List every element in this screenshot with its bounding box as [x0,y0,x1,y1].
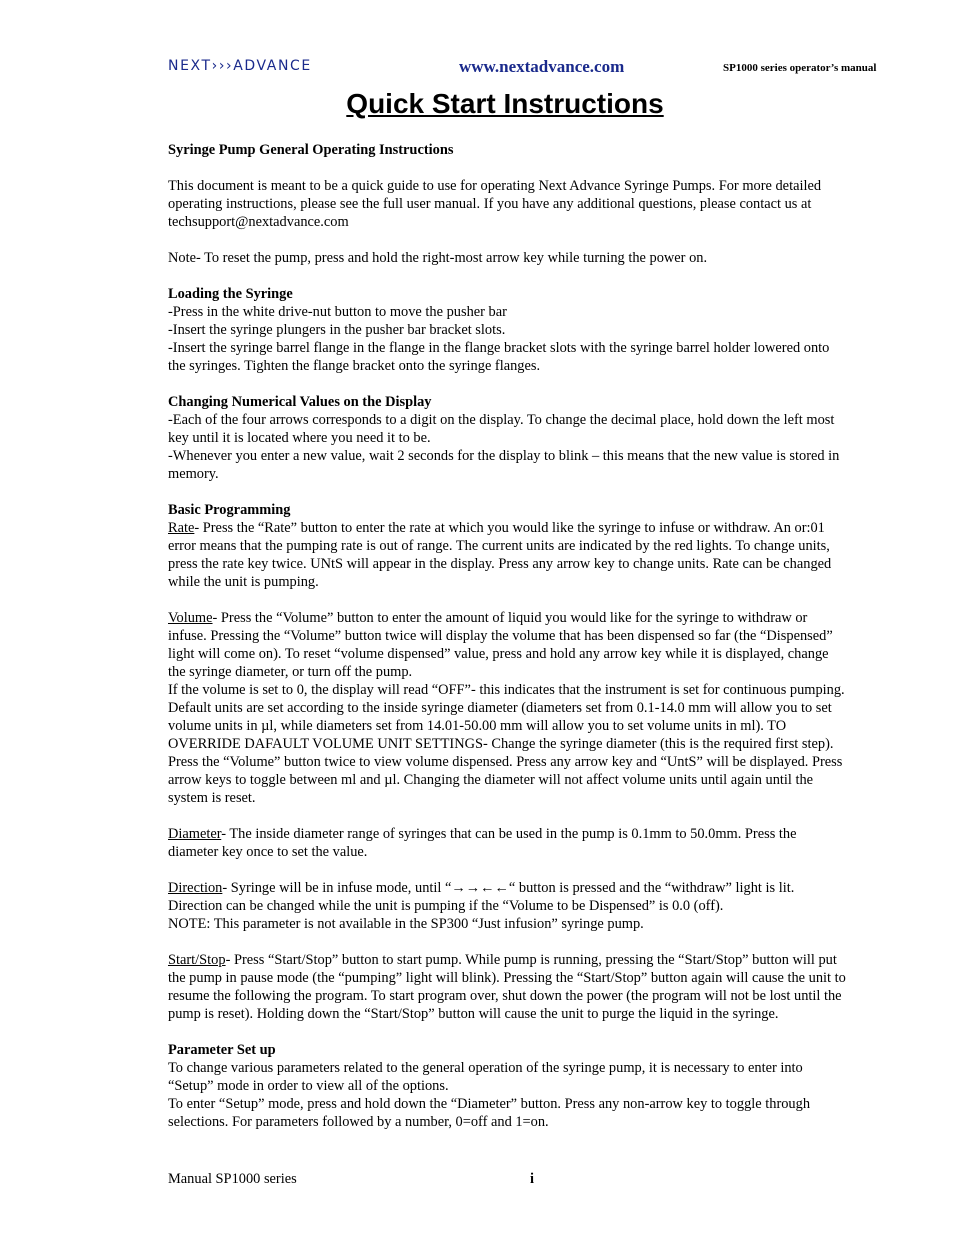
website-url[interactable]: www.nextadvance.com [459,57,625,76]
paragraph: Default units are set according to the inside syringe diameter (diameters set from 0.1-14.0 mm will allow you to set volume units in µl, while diameters set from 14.01-50.00 mm will allow you to set volume units in ml). TO OVERRIDE DAFAULT VOLUME UNIT SETTINGS- Change the syringe diameter (this is the required first step). Press the “Volume” button twice to view volume dispensed. Press any arrow key and “UntS” will be displayed. Press arrow keys to toggle between ml and µl. Changing the diameter will not affect volume units until again until the system is reset. [168,700,843,806]
section-heading: Parameter Set up [168,1042,276,1058]
section-heading: Syringe Pump General Operating Instructions [168,142,454,158]
paragraph-intro: This document is meant to be a quick guide to use for operating Next Advance Syringe Pumps. For more detailed operating instructions, please see the full user manual. If you have any additional questions, please contact us at techsupport@nextadvance.com [168,178,822,230]
term-volume: Volume [168,610,213,626]
term-direction: Direction [168,880,223,896]
document-body [168,141,848,1131]
paragraph: -Press in the white drive-nut button to move the pusher bar [168,304,507,320]
paragraph: -Insert the syringe plungers in the pusher bar bracket slots. [168,322,506,338]
paragraph-rate [168,519,848,591]
paragraph: -Insert the syringe barrel flange in the flange in the flange bracket slots with the syringe barrel holder lowered onto the syringes. Tighten the flange bracket onto the syringe flanges. [168,340,830,374]
paragraph: -Each of the four arrows corresponds to a digit on the display. To change the decimal place, hold down the left most key until it is located where you need it to be. [168,412,835,446]
rate-text: - Press the “Rate” button to enter the rate at which you would like the syringe to infuse or withdraw. An or:01 error means that the pumping rate is out of range. The current units are indicated by the red lights. To change units, press the rate key twice. UNtS will appear in the display. Press any arrow key to change units. Rate can be changed while the unit is pumping. [168,520,832,590]
paragraph: If the volume is set to 0, the display will read “OFF”- this indicates that the instrument is set for continuous pumping. [168,682,845,698]
paragraph: To enter “Setup” mode, press and hold down the “Diameter” button. Press any non-arrow key to toggle through selections. For parameters followed by a number, 0=off and 1=on. [168,1096,811,1130]
paragraph: NOTE: This parameter is not available in the SP300 “Just infusion” syringe pump. [168,916,644,932]
page-title: Quick Start Instructions [346,88,664,119]
page-number: i [530,1171,534,1187]
volume-text: - Press the “Volume” button to enter the amount of liquid you would like for the syringe to withdraw or infuse. Pressing the “Volume” button twice will display the volume that has been dispensed so far (the “Dispensed” light will come on). To reset “volume dispensed” value, press and hold any arrow key while it is displayed, change the syringe diameter, or turn off the pump. [168,610,833,680]
paragraph-note: Note- To reset the pump, press and hold the right-most arrow key while turning the power on. [168,250,708,266]
paragraph-diameter [168,825,848,861]
paragraph: -Whenever you enter a new value, wait 2 seconds for the display to blink – this means that the new value is stored in memory. [168,448,840,482]
term-rate: Rate [168,520,195,536]
paragraph: To change various parameters related to the general operation of the syringe pump, it is necessary to enter into “Setup” mode in order to view all of the options. [168,1060,803,1094]
diameter-text: - The inside diameter range of syringes that can be used in the pump is 0.1mm to 50.0mm. Press the diameter key once to set the value. [168,826,797,860]
direction-text: - Syringe will be in infuse mode, until “→→←←“ button is pressed and the “withdraw” light is lit. Direction can be changed while the unit is pumping if the “Volume to be Dispensed” is 0.0 (off). [168,880,795,914]
company-logo: NEXT›››ADVANCE [168,58,312,74]
section-heading: Basic Programming [168,502,291,518]
section-heading: Changing Numerical Values on the Display [168,394,432,410]
section-heading: Loading the Syringe [168,286,293,302]
footer-manual-name: Manual SP1000 series [168,1171,297,1187]
paragraph-startstop [168,951,848,1023]
paragraph-direction [168,879,848,915]
term-startstop: Start/Stop [168,952,226,968]
manual-title: SP1000 series operator’s manual [723,62,877,74]
term-diameter: Diameter [168,826,222,842]
paragraph-volume [168,609,848,681]
startstop-text: - Press “Start/Stop” button to start pump. While pump is running, pressing the “Start/Stop” button will put the pump in pause mode (the “pumping” light will blink). Pressing the “Start/Stop” button again will cause the unit to resume the following the program. To start program over, shut down the power (the program will not be lost until the pump is reset). Holding down the “Start/Stop” button will cause the unit to purge the liquid in the syringe. [168,952,846,1022]
